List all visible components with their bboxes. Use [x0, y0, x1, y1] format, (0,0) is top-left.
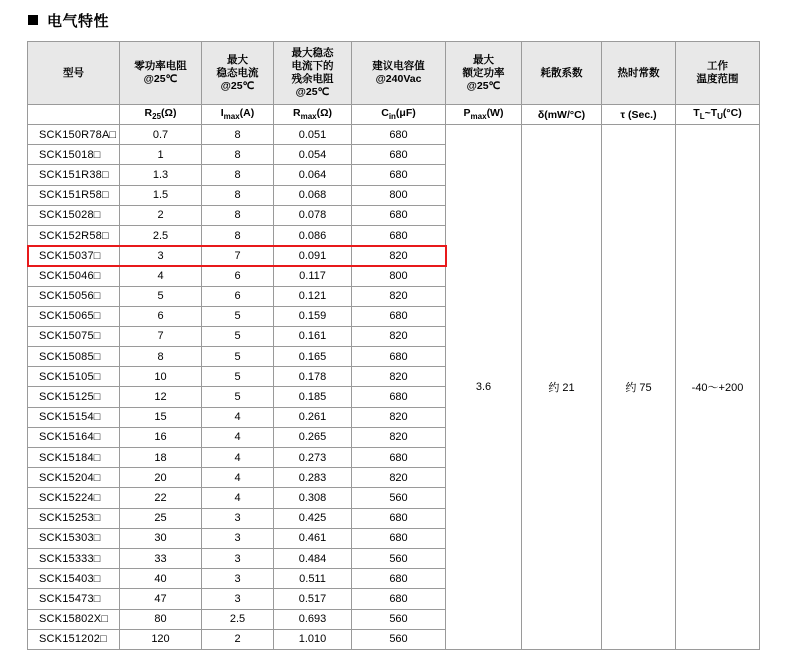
cell-cin: 680	[352, 306, 446, 326]
cell-model: SCK15037□	[28, 246, 120, 266]
cell-cin: 820	[352, 367, 446, 387]
cell-r25: 33	[120, 548, 202, 568]
cell-cin: 820	[352, 326, 446, 346]
cell-r25: 0.7	[120, 125, 202, 145]
cell-cin: 560	[352, 609, 446, 629]
cell-cin: 680	[352, 387, 446, 407]
cell-cin: 680	[352, 589, 446, 609]
cell-tau: 约 75	[602, 125, 676, 650]
cell-rmax: 0.461	[274, 528, 352, 548]
cell-cin: 680	[352, 145, 446, 165]
electrical-characteristics-table	[27, 41, 760, 650]
page-title: 电气特性	[47, 12, 110, 30]
table-header	[28, 42, 760, 125]
cell-rmax: 0.117	[274, 266, 352, 286]
cell-r25: 1.3	[120, 165, 202, 185]
cell-rmax: 0.161	[274, 326, 352, 346]
header-capacitance: 建议电容值 @240Vac	[352, 42, 446, 105]
cell-rmax: 0.086	[274, 225, 352, 245]
cell-rmax: 0.159	[274, 306, 352, 326]
cell-imax: 5	[202, 347, 274, 367]
cell-r25: 1	[120, 145, 202, 165]
cell-rmax: 0.185	[274, 387, 352, 407]
cell-cin: 820	[352, 246, 446, 266]
cell-cin: 820	[352, 427, 446, 447]
header-temperature-range: 工作 温度范围	[676, 42, 760, 105]
cell-cin: 560	[352, 488, 446, 508]
cell-imax: 5	[202, 387, 274, 407]
header-max-power: 最大 额定功率 @25℃	[446, 42, 522, 105]
cell-rmax: 0.091	[274, 246, 352, 266]
cell-model: SCK15065□	[28, 306, 120, 326]
cell-imax: 5	[202, 306, 274, 326]
cell-imax: 2.5	[202, 609, 274, 629]
table-row	[28, 125, 760, 145]
cell-cin: 680	[352, 225, 446, 245]
cell-cin: 680	[352, 569, 446, 589]
cell-r25: 25	[120, 508, 202, 528]
cell-r25: 22	[120, 488, 202, 508]
cell-r25: 12	[120, 387, 202, 407]
cell-model: SCK15473□	[28, 589, 120, 609]
cell-rmax: 0.511	[274, 569, 352, 589]
cell-rmax: 0.051	[274, 125, 352, 145]
cell-imax: 4	[202, 468, 274, 488]
cell-r25: 4	[120, 266, 202, 286]
cell-cin: 680	[352, 205, 446, 225]
cell-model: SCK151202□	[28, 629, 120, 649]
cell-rmax: 0.121	[274, 286, 352, 306]
subheader-temp: $T_L\sim T_U(^\circ C)$	[676, 105, 760, 125]
cell-imax: 4	[202, 448, 274, 468]
subheader-r25: $R_{25}(\Omega)$	[120, 105, 202, 125]
table-subheader-row	[28, 105, 760, 125]
subheader-imax: $I_{max}(A)$	[202, 105, 274, 125]
cell-model: SCK150R78A□	[28, 125, 120, 145]
cell-rmax: 0.283	[274, 468, 352, 488]
cell-model: SCK15253□	[28, 508, 120, 528]
cell-imax: 8	[202, 125, 274, 145]
cell-model: SCK15046□	[28, 266, 120, 286]
cell-rmax: 0.265	[274, 427, 352, 447]
cell-cin: 800	[352, 266, 446, 286]
cell-model: SCK15303□	[28, 528, 120, 548]
cell-r25: 18	[120, 448, 202, 468]
cell-model: SCK151R58□	[28, 185, 120, 205]
cell-delta: 约 21	[522, 125, 602, 650]
cell-model: SCK15204□	[28, 468, 120, 488]
cell-r25: 120	[120, 629, 202, 649]
cell-imax: 4	[202, 407, 274, 427]
cell-r25: 20	[120, 468, 202, 488]
header-thermal-time-constant: 热时常数	[602, 42, 676, 105]
cell-r25: 40	[120, 569, 202, 589]
cell-model: SCK15018□	[28, 145, 120, 165]
cell-rmax: 0.693	[274, 609, 352, 629]
table-body	[28, 125, 760, 650]
cell-model: SCK15184□	[28, 448, 120, 468]
cell-imax: 4	[202, 427, 274, 447]
cell-r25: 8	[120, 347, 202, 367]
cell-rmax: 0.273	[274, 448, 352, 468]
cell-r25: 7	[120, 326, 202, 346]
cell-model: SCK15056□	[28, 286, 120, 306]
cell-imax: 8	[202, 185, 274, 205]
cell-imax: 3	[202, 548, 274, 568]
square-bullet-icon	[28, 15, 38, 25]
cell-model: SCK15085□	[28, 347, 120, 367]
cell-temp-range: -40～+200	[676, 125, 760, 650]
cell-model: SCK15333□	[28, 548, 120, 568]
header-dissipation: 耗散系数	[522, 42, 602, 105]
cell-rmax: 0.425	[274, 508, 352, 528]
cell-cin: 560	[352, 629, 446, 649]
cell-rmax: 0.068	[274, 185, 352, 205]
cell-r25: 2.5	[120, 225, 202, 245]
cell-imax: 5	[202, 326, 274, 346]
cell-cin: 680	[352, 347, 446, 367]
cell-rmax: 0.054	[274, 145, 352, 165]
cell-rmax: 0.484	[274, 548, 352, 568]
subheader-delta: δ(mW/°C)	[522, 105, 602, 125]
section-heading	[0, 0, 785, 30]
cell-rmax: 1.010	[274, 629, 352, 649]
cell-r25: 5	[120, 286, 202, 306]
cell-model: SCK15125□	[28, 387, 120, 407]
cell-model: SCK151R38□	[28, 165, 120, 185]
cell-r25: 16	[120, 427, 202, 447]
spec-table-wrap	[27, 41, 759, 650]
cell-imax: 3	[202, 508, 274, 528]
cell-imax: 5	[202, 367, 274, 387]
cell-model: SCK15164□	[28, 427, 120, 447]
cell-cin: 820	[352, 286, 446, 306]
cell-imax: 3	[202, 528, 274, 548]
cell-model: SCK152R58□	[28, 225, 120, 245]
cell-imax: 3	[202, 569, 274, 589]
cell-rmax: 0.165	[274, 347, 352, 367]
cell-r25: 30	[120, 528, 202, 548]
cell-imax: 2	[202, 629, 274, 649]
subheader-cin: $C_{in}(\mu F)$	[352, 105, 446, 125]
cell-r25: 15	[120, 407, 202, 427]
header-resistance: 零功率电阻 @25℃	[120, 42, 202, 105]
table-header-row	[28, 42, 760, 105]
cell-model: SCK15028□	[28, 205, 120, 225]
cell-rmax: 0.064	[274, 165, 352, 185]
cell-imax: 3	[202, 589, 274, 609]
cell-r25: 3	[120, 246, 202, 266]
cell-imax: 6	[202, 266, 274, 286]
cell-rmax: 0.517	[274, 589, 352, 609]
cell-cin: 680	[352, 448, 446, 468]
subheader-tau: τ (Sec.)	[602, 105, 676, 125]
header-residual-resistance: 最大稳态 电流下的 残余电阻 @25℃	[274, 42, 352, 105]
cell-cin: 800	[352, 185, 446, 205]
cell-rmax: 0.078	[274, 205, 352, 225]
cell-cin: 680	[352, 125, 446, 145]
cell-model: SCK15075□	[28, 326, 120, 346]
cell-cin: 820	[352, 468, 446, 488]
cell-cin: 560	[352, 548, 446, 568]
cell-cin: 680	[352, 508, 446, 528]
cell-model: SCK15105□	[28, 367, 120, 387]
cell-cin: 680	[352, 528, 446, 548]
cell-model: SCK15802X□	[28, 609, 120, 629]
cell-r25: 1.5	[120, 185, 202, 205]
cell-rmax: 0.178	[274, 367, 352, 387]
cell-r25: 47	[120, 589, 202, 609]
cell-imax: 7	[202, 246, 274, 266]
cell-r25: 80	[120, 609, 202, 629]
cell-imax: 8	[202, 225, 274, 245]
cell-imax: 6	[202, 286, 274, 306]
cell-imax: 8	[202, 205, 274, 225]
cell-rmax: 0.308	[274, 488, 352, 508]
cell-imax: 8	[202, 145, 274, 165]
cell-model: SCK15154□	[28, 407, 120, 427]
cell-cin: 820	[352, 407, 446, 427]
cell-r25: 2	[120, 205, 202, 225]
header-max-current: 最大 稳态电流 @25℃	[202, 42, 274, 105]
subheader-rmax: $R_{max}(\Omega)$	[274, 105, 352, 125]
cell-r25: 10	[120, 367, 202, 387]
cell-model: SCK15403□	[28, 569, 120, 589]
cell-model: SCK15224□	[28, 488, 120, 508]
subheader-pmax: $P_{max}(W)$	[446, 105, 522, 125]
cell-pmax: 3.6	[446, 125, 522, 650]
cell-imax: 8	[202, 165, 274, 185]
cell-r25: 6	[120, 306, 202, 326]
cell-rmax: 0.261	[274, 407, 352, 427]
cell-imax: 4	[202, 488, 274, 508]
header-model: 型号	[28, 42, 120, 105]
subheader-model-blank	[28, 105, 120, 125]
cell-cin: 680	[352, 165, 446, 185]
